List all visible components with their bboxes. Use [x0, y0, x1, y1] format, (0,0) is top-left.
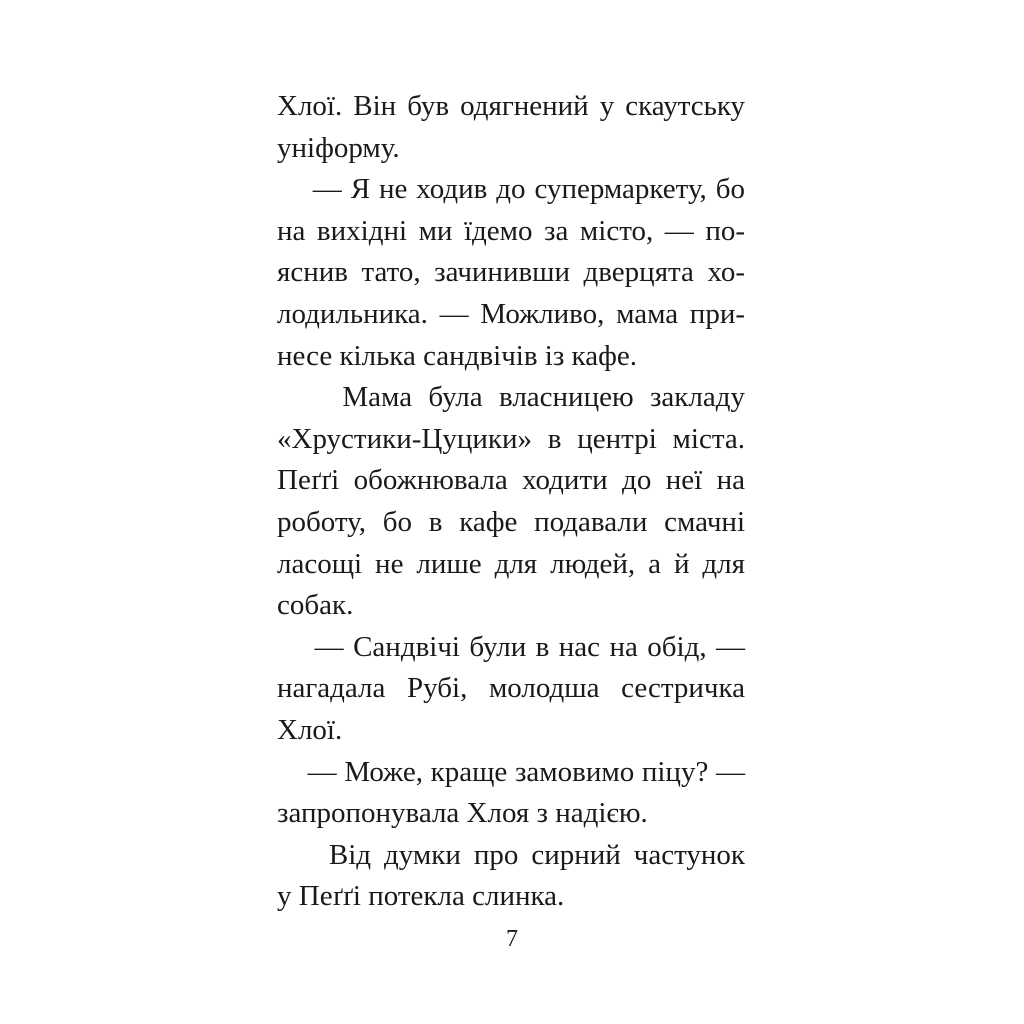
- text-line: запропонувала Хлоя з надією.: [277, 797, 648, 830]
- text-line: нагадала Рубі, молодша сестричка: [277, 672, 745, 705]
- text-line: — Сандвічі були в нас на обід, —: [277, 630, 745, 663]
- text-line: роботу, бо в кафе подавали смачні: [277, 505, 745, 538]
- text-line: уніформу.: [277, 131, 400, 164]
- text-line: ласощі не лише для людей, а й для: [277, 547, 745, 580]
- book-page-text: [277, 86, 745, 918]
- text-line: Від думки про сирний частунок: [277, 838, 745, 871]
- text-line: собак.: [277, 589, 354, 622]
- text-line: — Я не ходив до супермаркету, бо: [277, 173, 745, 206]
- text-line: Мама була власницею закладу: [277, 381, 745, 414]
- text-line: на вихідні ми їдемо за місто, — по-: [277, 214, 745, 247]
- page-number: 7: [506, 926, 518, 952]
- text-line: «Хрустики-Цуцики» в центрі міста.: [277, 422, 745, 455]
- text-line: Хлої.: [277, 713, 343, 746]
- text-line: лодильника. — Можливо, мама при-: [277, 297, 745, 330]
- text-line: Хлої. Він був одягнений у скаутську: [277, 90, 745, 122]
- text-line: яснив тато, зачинивши дверцята хо-: [277, 256, 745, 289]
- text-line: у Пеґґі потекла слинка.: [277, 880, 565, 913]
- text-line: Пеґґі обожнювала ходити до неї на: [277, 464, 745, 497]
- text-line: — Може, краще замовимо піцу? —: [277, 755, 745, 788]
- text-line: несе кілька сандвічів із кафе.: [277, 339, 637, 372]
